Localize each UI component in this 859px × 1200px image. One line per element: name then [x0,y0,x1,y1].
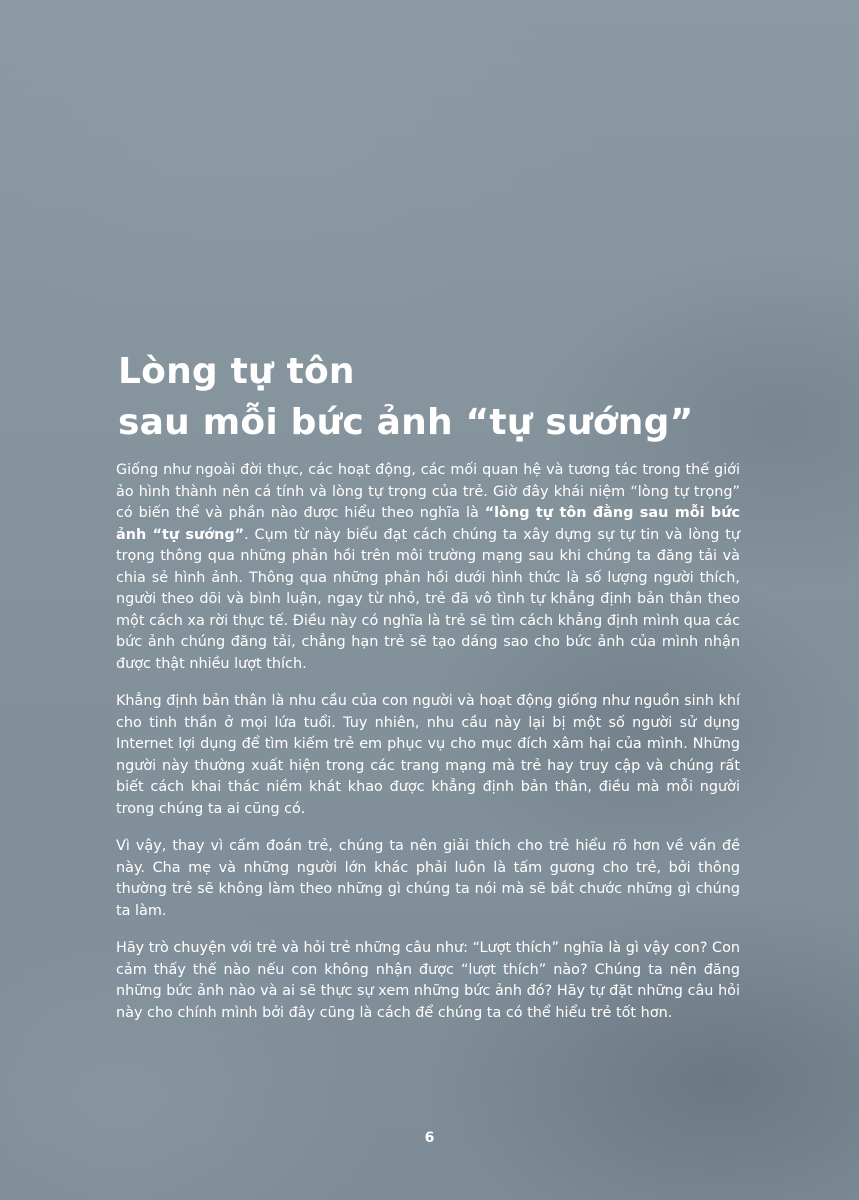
paragraph-3: Vì vậy, thay vì cấm đoán trẻ, chúng ta nên giải thích cho trẻ hiểu rõ hơn về vấn đề này. Cha mẹ và những người lớn khác phải luôn là tấm gương cho trẻ, bởi thông thường trẻ sẽ không làm theo những gì chúng ta nói mà sẽ bắt chước những gì chúng ta làm. [116,838,740,919]
paragraph-1-intro: Giống như ngoài đời thực, các hoạt động, các mối quan hệ và tương tác trong thế giới ảo hình thành nên cá tính và lòng tự trọng của trẻ. Giờ đây khái niệm “lòng tự trọng” có biến thể và phần nào được hiểu theo nghĩa là [116,462,740,521]
paragraph-1-rest: . Cụm từ này biểu đạt cách chúng ta xây dựng sự tự tin và lòng tự trọng thông qua những phản hồi trên môi trường mạng sau khi chúng ta đăng tải và chia sẻ hình ảnh. Thông qua những phản hồi dưới hình thức là số lượng người thích, người theo dõi và bình luận, ngay từ nhỏ, trẻ đã vô tình tự khẳng định bản thân theo một cách xa rời thực tế. Điều này có nghĩa là trẻ sẽ tìm cách khẳng định mình qua các bức ảnh chúng đăng tải, chẳng hạn trẻ sẽ tạo dáng sao cho bức ảnh của mình nhận được thật nhiều lượt thích. [116,526,740,672]
paragraph-1 [116,460,740,675]
title-line-1: Lòng tự tôn [118,351,355,392]
body-text [116,460,740,1040]
paragraph-2: Khẳng định bản thân là nhu cầu của con người và hoạt động giống như nguồn sinh khí cho tinh thần ở mọi lứa tuổi. Tuy nhiên, nhu cầu này lại bị một số người sử dụng Internet lợi dụng để tìm kiếm trẻ em phục vụ cho mục đích xâm hại của mình. Những người này thường xuất hiện trong các trang mạng mà trẻ hay truy cập và chúng rất biết cách khai thác niềm khát khao được khẳng định bản thân, điều mà mỗi người trong chúng ta ai cũng có. [116,693,740,817]
paragraph-4: Hãy trò chuyện với trẻ và hỏi trẻ những câu như: “Lượt thích” nghĩa là gì vậy con? Con cảm thấy thế nào nếu con không nhận được “lượt thích” nào? Chúng ta nên đăng những bức ảnh nào và ai sẽ thực sự xem những bức ảnh đó? Hãy tự đặt những câu hỏi này cho chính mình bởi đây cũng là cách để chúng ta có thể hiểu trẻ tốt hơn. [116,940,740,1021]
page-title [118,346,758,448]
title-line-2: sau mỗi bức ảnh “tự sướng” [118,402,694,443]
page-number: 6 [424,1130,435,1146]
paragraph-1-bold-phrase: “lòng tự tôn đằng sau mỗi bức ảnh “tự sướng” [116,505,740,543]
